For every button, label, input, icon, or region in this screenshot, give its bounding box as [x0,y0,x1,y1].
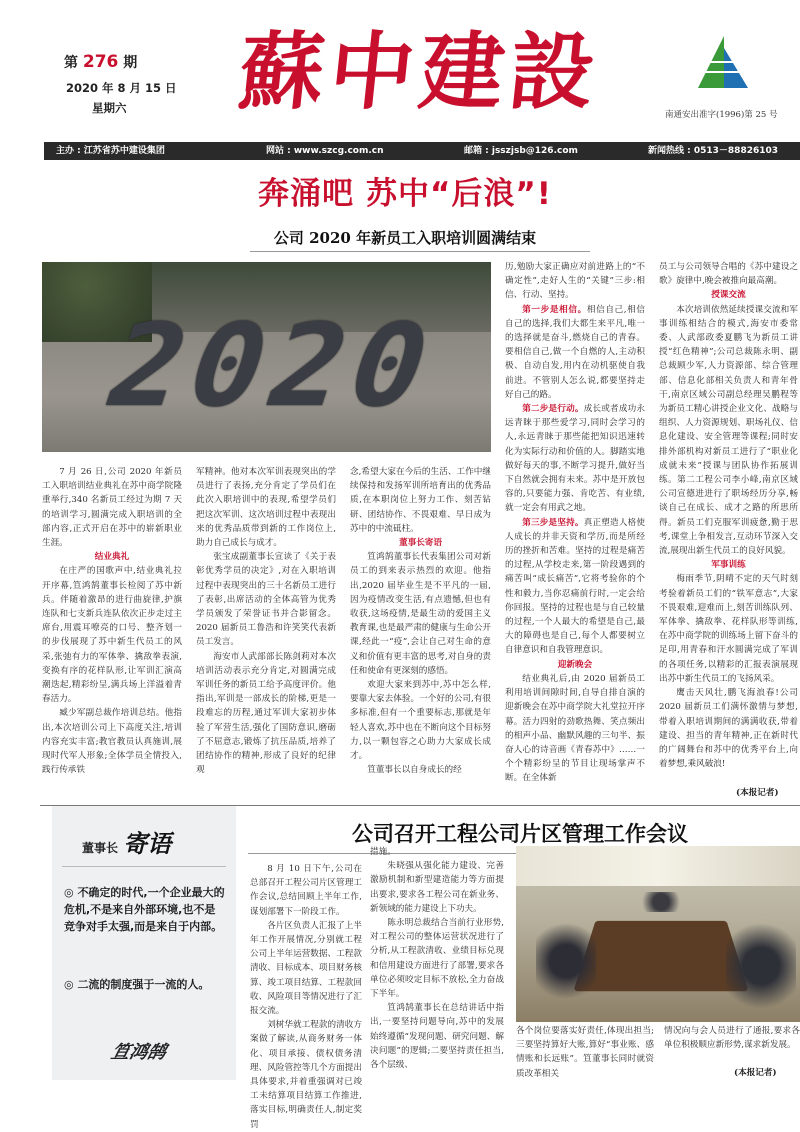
second-column-3 [516,1024,654,1080]
issue-prefix: 第 [64,55,78,71]
step-one-lead: 第一步是相信。 [522,304,587,315]
second-credit: (本报记者) [734,1068,777,1078]
second-paragraph: 各个岗位要落实好责任,体现出担当;三要坚持算好大账,算好“事业账、感情账和长远账”。笪董事长同时就资质改革相关 [516,1026,654,1079]
lead-paragraph: 结业典礼后,由 2020 届新员工利用培训间隙时间,自导自排自演的迎新晚会在苏中商学院大礼堂拉开序幕。活力四射的劲歌热舞、笑点频出的相声小品、幽默风趣的三句半、振奋人心的诗音画《青春苏中》……一个个精彩纷呈的节目让现场掌声不断。在全体新 [505,673,645,784]
bullet-icon: ◎ [64,978,78,991]
info-hotline: 新闻热线 : 0513－88826103 [648,146,779,156]
second-paragraph: 各片区负责人汇报了上半年工作开展情况,分别就工程公司上半年运营数据、工程款清收、目标成本、项目财务核算、竣工项目结算、工程款回收、风险项目等情况进行了汇报交流。 [250,920,362,1017]
step-two-lead: 第二步是行动。 [522,404,584,415]
issue-number-value: 276 [82,52,119,72]
lead-paragraph: 笪董事长以自身成长的经 [367,765,462,776]
meeting-photo [516,846,800,1022]
second-paragraph: 笪鸿鹄董事长在总结讲话中指出,一要坚持问题导向,苏中的发展始终遵循“发现问题、研究问题、解决问题”的逻辑;二要坚持责任担当,各个层级、 [370,1003,504,1071]
lead-credit: (本报记者) [736,788,779,798]
lead-headline: 奔涌吧 苏中“后浪”! [258,176,552,212]
lead-paragraph: 在庄严的国歌声中,结业典礼拉开序幕,笪鸿鹄董事长检阅了苏中新兵。伴随着激昂的进行曲旋律,护旗连队和七支新兵连队依次正步走过主席台,用震耳嘹亮的口号、整齐划一的步伐展现了苏中新生代员工的风采,张弛有力的军体拳、擒敌拳表演,变换有序的花样队形,让军训汇演高潮迭起,精彩纷呈,满兵场上洋溢着青春活力。 [42,566,182,705]
issue-suffix: 期 [123,55,138,71]
lead-paragraph: 鹰击天风壮,鹏飞海浪春!公司 2020 届新员工们满怀激情与梦想,带着入职培训期间的满满收获,带着建设、担当的青年精神,正在新时代的广阔舞台和苏中的优秀平台上,向着梦想,乘风破浪! [659,688,798,770]
info-website[interactable]: 网站 : www.szcg.com.cn [266,146,384,156]
lead-paragraph: 7 月 26 日,公司 2020 年新员工入职培训结业典礼在苏中商学院隆重举行,340 名新员工经过为期 7 天的培训学习,圆满完成入职培训的全部内容,正式开启在苏中的崭新职业生涯。 [42,467,182,549]
second-paragraph: 措施。 [370,847,396,857]
subheading-ceremony: 结业典礼 [94,552,130,563]
lead-paragraph: 欢迎大家来到苏中,苏中怎么样,要靠大家去体验。一个好的公司,有很多标准,但有一个重要标志,那就是年轻人喜欢,苏中也在不断向这个目标努力,以一颗包容之心助力大家成长成才。 [350,680,491,762]
second-headline: 公司召开工程公司片区管理工作会议 [352,822,688,846]
quote-box-label [82,824,171,859]
issue-number [64,52,137,72]
lead-paragraph: 军精神。他对本次军训表现突出的学员进行了表扬,充分肯定了学员们在此次入职培训中的表现,希望学员们把这次军训、这次培训过程中表现出来的优秀品质带到新的工作岗位上,助力自己成长与成才。 [196,467,336,549]
chairman-signature: 笪鸿鹄 [109,1042,169,1063]
quote-label-left: 董事长 [82,841,119,855]
second-paragraph: 陈永明总裁结合当前行业形势,对工程公司的整体运营状况进行了分析,从工程款清收、业绩目标兑现和信用建设方面进行了部署,要求各单位必须咬定目标不放松,全力奋战下半年。 [370,918,504,1000]
step-three-lead: 第三步是坚持。 [522,517,584,528]
second-paragraph: 情况向与会人员进行了通报,要求各单位积极顺应新形势,谋求新发展。 [664,1026,800,1051]
second-paragraph: 8 月 10 日下午,公司在总部召开工程公司片区管理工作会议,总结回顾上半年工作,谋划部署下一阶段工作。 [250,864,362,917]
photo-formation-text: 2020 [90,300,455,433]
lead-paragraph: 念,希望大家在今后的生活、工作中继续保持和发扬军训所培育出的优秀品质,在本职岗位上努力工作、刻苦钻研、团结协作、不畏艰难、早日成为苏中的中流砥柱。 [350,467,491,534]
lead-subhead: 公司 2020 年新员工入职培训圆满结束 [273,229,537,247]
info-host: 主办 : 江苏省苏中建设集团 [56,146,165,156]
second-paragraph: 朱晓强从强化能力建设、完善激励机制和新型建造能力等方面提出要求,要求各工程公司在新业务、新领域的能力建设上下功夫。 [370,861,504,914]
lead-column-1 [42,465,182,810]
lead-column-4 [505,260,645,790]
lead-paragraph: 梅雨季节,阴晴不定的天气时刻考验着新员工们的“铁军意志”,大家不畏艰难,迎难而上,刻苦训练队列、军体拳、擒敌拳、花样队形等训练,在苏中商学院的训练场上留下奋斗的足印,用青春和汗水圆满完成了军训的各项任务,以精彩的汇报表演展现出苏中新生代员工的飞扬风采。 [659,574,798,684]
lead-paragraph: 本次培训依然延续授课交流和军事训练相结合的模式,海安市委常委、人武部政委夏鹏飞为新员工讲授“红色精神”;公司总裁陈永明、副总裁顾少军,人力资源部、综合管理部、信息化部相关负责人和青年骨干,南京区域公司副总经理吴鹏程等为新员工精心讲授企业文化、战略与组织、人力资源规划、职场礼仪、信息化建设、安全管理等课程;同时安排外部机构对新员工进行了“职业化成就未来”授课与团队协作拓展训练。第二工程公司李小峰,南京区域公司宣德进进行了职场经历分享,畅谈自己在成长、成才之路的所思所得。新员工们克服军训疲惫,勤于思考,课堂上争相发言,互动环节深入交流,展现出新生代员工的良好风貌。 [659,304,798,557]
lead-paragraph: 海安市人武部部长陈剑莉对本次培训活动表示充分肯定,对圆满完成军训任务的新员工给予高度评价。他指出,军训是一部成长的阶梯,更是一段难忘的历程,通过军训大家初步体验了军营生活,强化了国防意识,磨砺了不屈意志,锻炼了抗压品质,培养了团结协作的精神,形成了良好的纪律观 [196,651,336,776]
quote-item-2: ◎ 二流的制度强于一流的人。 [64,978,210,991]
subheading-military: 军事训练 [711,560,746,571]
newspaper-title: 蘇中建設 [234,22,606,121]
lead-column-2 [196,465,336,810]
quote-label-right: 寄语 [123,829,172,858]
quote-item-1: ◎ 不确定的时代,一个企业最大的危机,不是来自外部环境,也不是竞争对手太强,而是来自于内部。 [64,886,225,933]
logo-shape-right [724,48,748,88]
lead-column-5 [659,260,798,785]
company-logo [694,32,750,92]
lead-paragraph: 第三步是坚持。真正塑造人格使人成长的并非天资和学历,而是所经历的挫折和苦难。坚持的过程是痛苦的过程,从学校走来,第一阶段遇到的痛苦叫“成长痛苦”,它将考验你的个性和毅力,当你忍痛前行时,一定会给你回报。坚持的过程也是与自己较量的过程,一个人最大的希望是自己,最大的障碍也是自己,每个人都要树立自律意识和自我管理意识。 [505,517,645,656]
second-column-4 [664,1024,800,1080]
chairman-quote-box [52,806,236,1080]
second-column-1 [250,862,362,1130]
lead-paragraph: 第二步是行动。成长或者成功永远青睐于那些爱学习,同时会学习的人,永远青睐于那些能把知识迅速转化为实际行动和价值的人。脚踏实地做好每天的事,不断学习提升,做好当下自然就会拥有未来。苏中是开放包容的,只要能力强、肯吃苦、有业绩,就一定会有用武之地。 [505,404,645,514]
second-column-2 [370,845,504,1077]
lead-paragraph: 第一步是相信。相信自己,相信自己的选择,我们大都生来平凡,唯一的选择就是奋斗,燃烧自己的青春。要相信自己,做一个自燃的人,主动积极、自动自发,用内在动机驱使自我前进。不管别人怎么说,都要坚持走好自己的路。 [505,304,645,400]
bullet-icon: ◎ [64,886,78,899]
issue-date: 2020 年 8 月 15 日 [66,81,177,95]
info-bar [44,142,800,160]
lead-paragraph: 员工与公司领导合唱的《苏中建设之歌》旋律中,晚会被推向最高潮。 [659,262,798,287]
second-paragraph: 刘树华就工程款的清收方案做了解读,从商务财务一体化、项目承接、债权债务清理、风险管控等几个方面提出具体要求,并着重强调对已竣工未结算项目结算工作推进,落实目标,明确责任人,制定奖罚 [250,1020,362,1130]
issue-weekday: 星期六 [92,101,127,115]
lead-column-3 [350,465,491,810]
lead-paragraph: 张宝成副董事长宣读了《关于表彰优秀学员的决定》,对在入职培训过程中表现突出的三十名新员工进行了表彰,出席活动的全体高管为优秀学员颁发了荣誉证书并合影留念。2020 届新员工鲁浩和许笑笑代表新员工发言。 [196,552,336,648]
subheading-party: 迎新晚会 [557,659,593,670]
subheading-lectures: 授课交流 [711,290,746,301]
lead-photo [42,262,491,452]
lead-paragraph: 笪鸿鹄董事长代表集团公司对新员工的到来表示热烈的欢迎。他指出,2020 届毕业生是不平凡的一届,因为疫情改变生活,有点遗憾,但也有收获,这场疫情,是最生动的爱国主义教育课,也是最严肃的健康与生命公开课,经此一“疫”,会让自己对生命的意义和价值有更丰富的思考,对自身的责任和使命有更深刻的感悟。 [350,552,491,676]
subheading-chairman: 董事长寄语 [399,538,442,549]
lead-paragraph: 臧少军副总裁作培训总结。他指出,本次培训公司上下高度关注,培训内容充实丰富;教官教员认真施训,展现时代军人形象;全体学员全情投入,践行传承铁 [42,708,182,776]
lead-paragraph: 历,勉励大家正确应对前进路上的“不确定性”,走好人生的“关键”三步:相信、行动、坚持。 [505,262,645,301]
info-email[interactable]: 邮箱 : jsszjsb@126.com [464,146,578,156]
publication-permit: 南通安出准字(1996)第 25 号 [665,110,778,120]
